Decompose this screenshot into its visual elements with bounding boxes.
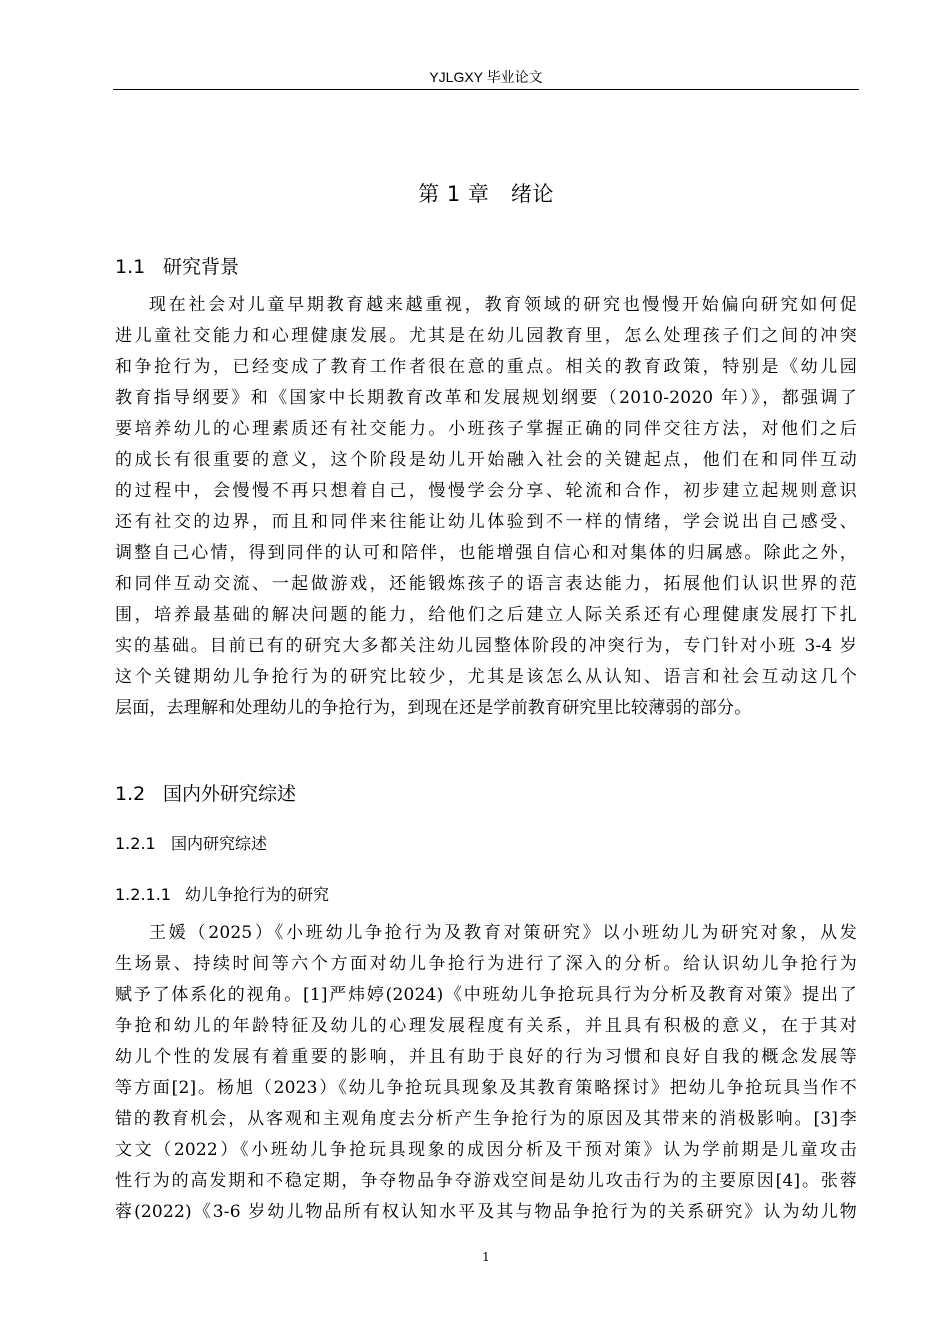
paragraph-line: 王媛（2025）《小班幼儿争抢行为及教育对策研究》以小班幼儿为研究对象，从发 [149, 923, 857, 943]
paragraph-line: 的成长有很重要的意义，这个阶段是幼儿开始融入社会的关键起点，他们在和同伴互动 [115, 450, 857, 470]
section-number: 1.2.1.1 [115, 885, 171, 904]
paragraph-line: 要培养幼儿的心理素质还有社交能力。小班孩子掌握正确的同伴交往方法，对他们之后 [115, 419, 857, 439]
paragraph-line: 幼儿个性的发展有着重要的影响，并且有助于良好的行为习惯和良好自我的概念发展等 [115, 1047, 857, 1067]
running-header: YJLGXY 毕业论文 [429, 69, 543, 85]
paragraph-line: 层面，去理解和处理幼儿的争抢行为，到现在还是学前教育研究里比较薄弱的部分。 [115, 698, 752, 718]
paragraph-line: 进儿童社交能力和心理健康发展。尤其是在幼儿园教育里，怎么处理孩子们之间的冲突 [115, 326, 857, 346]
section-heading-1-2 [115, 779, 296, 806]
paragraph-line: 争抢和幼儿的年龄特征及幼儿的心理发展程度有关系，并且具有积极的意义，在于其对 [115, 1016, 857, 1036]
paragraph-line: 和同伴互动交流、一起做游戏，还能锻炼孩子的语言表达能力，拓展他们认识世界的范 [115, 574, 857, 594]
paragraph-line: 文文（2022）《小班幼儿争抢玩具现象的成因分析及干预对策》认为学前期是儿童攻击 [115, 1140, 857, 1160]
section-heading-1-2-1-1 [115, 882, 329, 905]
paragraph-line: 这个关键期幼儿争抢行为的研究比较少，尤其是该怎么从认知、语言和社会互动这几个 [115, 667, 857, 687]
paragraph-line: 现在社会对儿童早期教育越来越重视，教育领域的研究也慢慢开始偏向研究如何促 [149, 295, 857, 315]
section-heading-1-2-1 [115, 831, 267, 854]
section-title: 研究背景 [163, 256, 240, 278]
paragraph-line: 的过程中，会慢慢不再只想着自己，慢慢学会分享、轮流和合作，初步建立起规则意识 [115, 481, 857, 501]
page-number: 1 [482, 1250, 490, 1264]
paragraph-line: 生场景、持续时间等六个方面对幼儿争抢行为进行了深入的分析。给认识幼儿争抢行为 [115, 954, 857, 974]
paragraph-line: 围，培养最基础的解决问题的能力，给他们之后建立人际关系还有心理健康发展打下扎 [115, 605, 857, 625]
header-rule [113, 89, 859, 90]
section-title: 幼儿争抢行为的研究 [185, 885, 330, 904]
section-number: 1.2 [115, 783, 146, 805]
paragraph-line: 调整自己心情，得到同伴的认可和陪伴，也能增强自信心和对集体的归属感。除此之外， [115, 543, 857, 563]
section-heading-1-1 [115, 252, 239, 279]
paragraph-line: 和争抢行为，已经变成了教育工作者很在意的重点。相关的教育政策，特别是《幼儿园 [115, 357, 857, 377]
paragraph-line: 错的教育机会，从客观和主观角度去分析产生争抢行为的原因及其带来的消极影响。[3]李 [115, 1109, 857, 1129]
section-number: 1.1 [115, 256, 146, 278]
section-title: 国内外研究综述 [163, 783, 297, 805]
paragraph-line: 实的基础。目前已有的研究大多都关注幼儿园整体阶段的冲突行为，专门针对小班 3-4 岁 [115, 636, 857, 656]
paragraph-line: 性行为的高发期和不稳定期，争夺物品争夺游戏空间是幼儿攻击行为的主要原因[4]。张蓉 [115, 1171, 857, 1191]
paragraph-research-background [115, 290, 857, 724]
paragraph-line: 教育指导纲要》和《国家中长期教育改革和发展规划纲要（2010-2020 年）》，都强调了 [115, 388, 857, 408]
section-title: 国内研究综述 [171, 834, 268, 853]
chapter-title: 第 1 章 绪论 [418, 182, 554, 206]
paragraph-line: 还有社交的边界，而且和同伴来往能让幼儿体验到不一样的情绪，学会说出自己感受、 [115, 512, 857, 532]
paragraph-line: 等方面[2]。杨旭（2023）《幼儿争抢玩具现象及其教育策略探讨》把幼儿争抢玩具当作不 [115, 1078, 857, 1098]
paragraph-line: 蓉(2022)《3-6 岁幼儿物品所有权认知水平及其与物品争抢行为的关系研究》认为幼儿物 [115, 1202, 857, 1222]
paragraph-line: 赋予了体系化的视角。[1]严炜婷(2024)《中班幼儿争抢玩具行为分析及教育对策》提出了 [115, 985, 857, 1005]
paragraph-domestic-review [115, 918, 857, 1228]
section-number: 1.2.1 [115, 834, 156, 853]
